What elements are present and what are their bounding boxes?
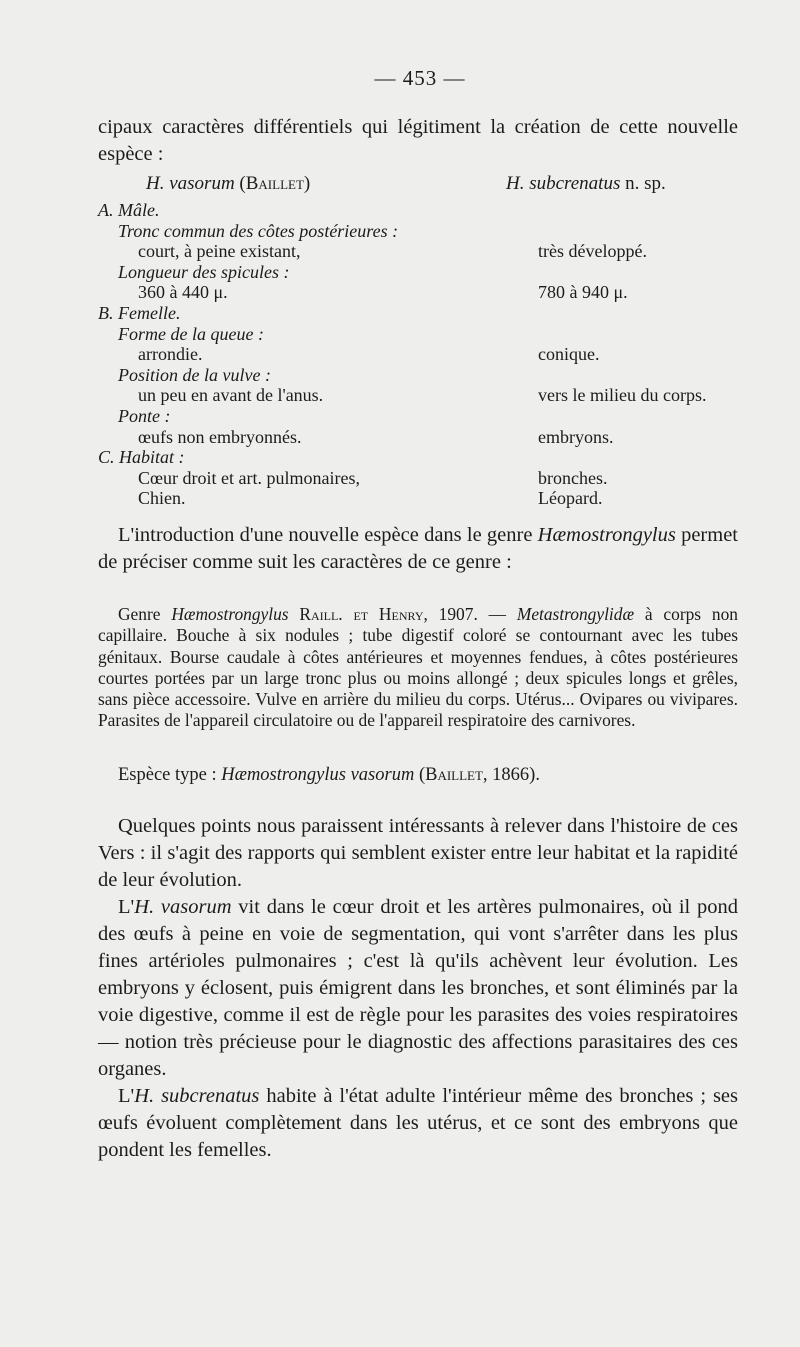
comparison-left-cell: Longueur des spicules : <box>118 261 290 282</box>
comparison-row <box>98 385 758 406</box>
genus-definition-label: Genre <box>118 604 172 624</box>
comparison-row <box>98 488 758 509</box>
genus-definition-family: Metastrongylidæ <box>516 604 635 624</box>
comparison-left-cell: 360 à 440 μ. <box>138 282 228 303</box>
comparison-row <box>98 344 758 365</box>
genus-intro-genus: Hæmostrongylus <box>537 524 676 546</box>
comparison-right-cell: conique. <box>538 344 600 365</box>
intro-paragraph: cipaux caractères différentiels qui légitiment la création de cette nouvelle espèce : <box>98 116 738 165</box>
right-column-header <box>506 173 666 195</box>
type-species-label: Espèce type : <box>118 765 222 785</box>
genus-intro-before: L'introduction d'une nouvelle espèce dans le genre <box>118 524 538 546</box>
p2-before: L' <box>118 896 135 918</box>
comparison-left-cell: œufs non embryonnés. <box>138 426 302 447</box>
comparison-row <box>98 427 758 448</box>
genus-definition <box>98 604 738 732</box>
paragraph-vasorum <box>98 894 738 1083</box>
genus-intro-after: permet de préciser comme suit les caractères de ce genre : <box>98 524 738 573</box>
comparison-left-cell: A. Mâle. <box>98 200 160 220</box>
comparison-row <box>98 324 758 345</box>
comparison-row <box>98 468 758 489</box>
comparison-left-cell: Tronc commun des côtes postérieures : <box>118 220 399 241</box>
comparison-left-cell: Ponte : <box>118 405 171 426</box>
type-species-name: Hæmostrongylus vasorum <box>221 765 415 785</box>
p2-after: vit dans le cœur droit et les artères pulmonaires, où il pond des œufs à peine en voie de segmentation, qui vont s'arrêter dans les plus fines artérioles pulmonaires ; c'est là qu'ils achèvent leur évolution. Les embryons y éclosent, puis émigrent dans les bronches, et sont éliminés par la voie digestive, comme il est de règle pour les parasites des voies respiratoires — notion très précieuse pour le diagnostic des affections parasitaires des ces organes. <box>98 896 738 1080</box>
comparison-left-cell: arrondie. <box>138 344 203 365</box>
comparison-row <box>98 303 758 324</box>
paragraph-subcrenatus <box>98 1083 738 1164</box>
closing-paragraphs <box>98 813 738 1164</box>
comparison-right-cell: vers le milieu du corps. <box>538 385 707 406</box>
comparison-right-cell: bronches. <box>538 467 608 488</box>
type-species-line <box>118 765 540 786</box>
comparison-right-cell: embryons. <box>538 426 614 447</box>
comparison-left-cell: un peu en avant de l'anus. <box>138 385 324 406</box>
genus-definition-authors: Raill. et Henry, 1907. — <box>288 604 517 624</box>
comparison-row <box>98 241 758 262</box>
comparison-table <box>98 200 758 509</box>
type-species-author: (Baillet, 1866). <box>414 765 540 785</box>
p3-species: H. subcrenatus <box>134 1085 260 1107</box>
comparison-left-cell: Position de la vulve : <box>118 364 271 385</box>
left-column-header <box>146 173 310 195</box>
comparison-row <box>98 221 758 242</box>
comparison-row <box>98 282 758 303</box>
genus-intro-paragraph <box>98 522 738 576</box>
paragraph-evolution: Quelques points nous paraissent intéressants à relever dans l'histoire de ces Vers : il s'agit des rapports qui semblent exister entre leur habitat et la rapidité de leur évolution. <box>98 815 738 891</box>
comparison-row <box>98 447 758 468</box>
comparison-row <box>98 365 758 386</box>
comparison-row <box>98 200 758 221</box>
left-species-name: H. vasorum <box>146 173 235 194</box>
comparison-row <box>98 262 758 283</box>
right-species-name: H. subcrenatus <box>506 173 621 194</box>
p3-after: habite à l'état adulte l'intérieur même des bronches ; ses œufs évoluent complètement dans les utérus, et ce sont des embryons que pondent les femelles. <box>98 1085 739 1161</box>
comparison-left-cell: B. Femelle. <box>98 302 181 323</box>
p3-before: L' <box>118 1085 135 1107</box>
genus-definition-genus: Hæmostrongylus <box>171 604 289 624</box>
right-species-suffix: n. sp. <box>625 173 666 194</box>
comparison-row <box>98 406 758 427</box>
page-number: — 453 — <box>374 66 466 90</box>
comparison-left-cell: court, à peine existant, <box>138 241 301 262</box>
comparison-left-cell: Forme de la queue : <box>118 323 264 344</box>
p2-species: H. vasorum <box>134 896 232 918</box>
left-species-author: (Baillet) <box>239 173 311 194</box>
comparison-right-cell: 780 à 940 μ. <box>538 282 628 303</box>
comparison-left-cell: Cœur droit et art. pulmonaires, <box>138 467 360 488</box>
comparison-left-cell: C. Habitat : <box>98 447 185 468</box>
comparison-left-cell: Chien. <box>138 488 186 509</box>
comparison-right-cell: Léopard. <box>538 488 603 509</box>
genus-definition-text: à corps non capillaire. Bouche à six nodules ; tube digestif coloré se contournant avec les tubes génitaux. Bourse caudale à côtes antérieures et moyennes fendues, à côtes postérieures courtes portées par un large tronc plus ou moins allongé ; deux spicules longs et grêles, sans pièce accessoire. Vulve en arrière du milieu du corps. Utérus... Ovipares ou vivipares. Parasites de l'appareil circulatoire ou de l'appareil respiratoire des carnivores. <box>98 604 738 731</box>
comparison-right-cell: très développé. <box>538 241 647 262</box>
